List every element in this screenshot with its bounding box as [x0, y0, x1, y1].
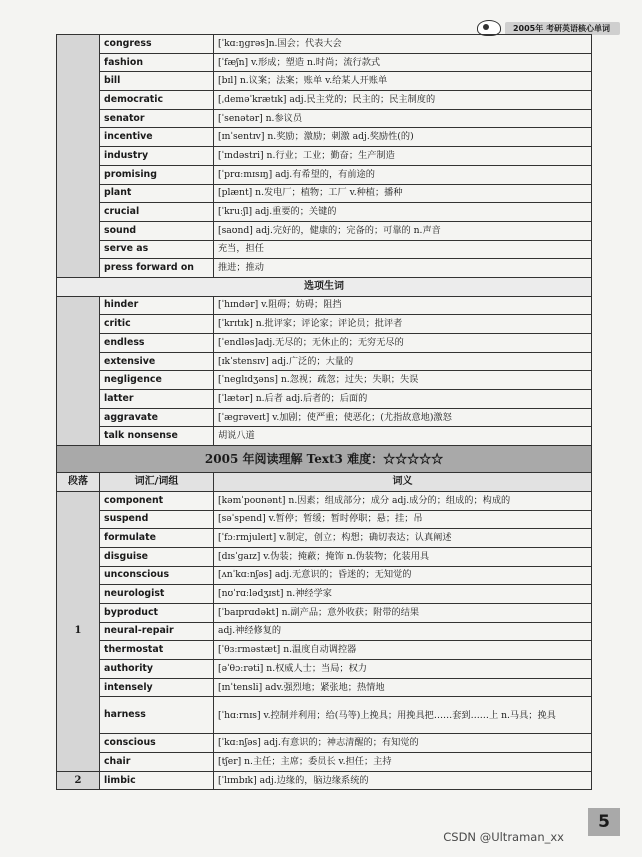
- vocab-meaning: [ˌdeməˈkrætɪk] adj.民主党的；民主的；民主制度的: [214, 91, 592, 110]
- table-row: [57, 35, 592, 54]
- paragraph-number: 2: [57, 771, 100, 790]
- table-row: [57, 697, 592, 734]
- side-column-cell: [57, 296, 100, 446]
- table-row: [57, 296, 592, 315]
- vocab-meaning: [əˈθɔːrəti] n.权威人士；当局；权力: [214, 660, 592, 679]
- vocab-meaning: [ˈhɑːrnɪs] v.控制并利用；给(马等)上挽具；用挽具把……套到……上 n.马具；挽具: [214, 697, 592, 734]
- vocab-word: plant: [100, 184, 214, 203]
- vocab-word: neurologist: [100, 585, 214, 604]
- vocab-meaning: [bɪl] n.议案；法案；账单 v.给某人开账单: [214, 72, 592, 91]
- vocab-meaning: [ˈkrɪtɪk] n.批评家；评论家；评论员；批评者: [214, 315, 592, 334]
- vocab-word: disguise: [100, 547, 214, 566]
- table-row: [57, 427, 592, 446]
- vocab-meaning: 充当，担任: [214, 240, 592, 259]
- vocab-meaning: [ˈlætər] n.后者 adj.后者的；后面的: [214, 390, 592, 409]
- vocab-word: latter: [100, 390, 214, 409]
- vocab-word: congress: [100, 35, 214, 54]
- section-title: 选项生词: [57, 277, 592, 296]
- vocab-word: crucial: [100, 203, 214, 222]
- vocab-word: byproduct: [100, 603, 214, 622]
- vocabulary-table: [56, 34, 592, 790]
- vocab-word: senator: [100, 109, 214, 128]
- table-row: [57, 734, 592, 753]
- vocab-meaning: [kəmˈpoʊnənt] n.因素；组成部分；成分 adj.成分的；组成的；构成的: [214, 491, 592, 510]
- paragraph-number: 1: [57, 491, 100, 771]
- vocab-word: serve as: [100, 240, 214, 259]
- text-banner: 2005 年阅读理解 Text3 难度：☆☆☆☆☆: [57, 446, 592, 473]
- vocab-word: limbic: [100, 771, 214, 790]
- vocab-word: democratic: [100, 91, 214, 110]
- vocab-word: industry: [100, 147, 214, 166]
- vocab-meaning: [ˈendləs]adj.无尽的；无休止的；无穷无尽的: [214, 334, 592, 353]
- vocab-meaning: [nʊˈrɑːlədʒɪst] n.神经学家: [214, 585, 592, 604]
- vocab-word: critic: [100, 315, 214, 334]
- column-header-word: 词汇/词组: [100, 473, 214, 492]
- table-row: [57, 165, 592, 184]
- vocab-meaning: [ˈkɑːnʃəs] adj.有意识的；神志清醒的；有知觉的: [214, 734, 592, 753]
- vocab-word: formulate: [100, 529, 214, 548]
- table-row: [57, 566, 592, 585]
- vocab-meaning: [ɪkˈstensɪv] adj.广泛的；大量的: [214, 352, 592, 371]
- table-row: [57, 240, 592, 259]
- vocab-word: authority: [100, 660, 214, 679]
- vocab-meaning: [dɪsˈɡaɪz] v.伪装；掩蔽；掩饰 n.伪装物；化装用具: [214, 547, 592, 566]
- vocab-meaning: [ˈlɪmbɪk] adj.边缘的，脑边缘系统的: [214, 771, 592, 790]
- vocab-meaning: [plænt] n.发电厂；植物；工厂 v.种植；播种: [214, 184, 592, 203]
- table-row: [57, 147, 592, 166]
- vocab-word: negligence: [100, 371, 214, 390]
- vocab-meaning: [ˈneglɪdʒəns] n.忽视；疏忽；过失；失职；失误: [214, 371, 592, 390]
- vocab-word: unconscious: [100, 566, 214, 585]
- vocab-meaning: [ˈsenətər] n.参议员: [214, 109, 592, 128]
- vocab-meaning: adj.神经修复的: [214, 622, 592, 641]
- vocab-meaning: [ˈbaɪprɑdəkt] n.副产品；意外收获；附带的结果: [214, 603, 592, 622]
- vocab-meaning: [səˈspend] v.暂停；暂缓；暂时停职；悬；挂；吊: [214, 510, 592, 529]
- vocab-meaning: [ˈɪndəstri] n.行业；工业；勤奋；生产制造: [214, 147, 592, 166]
- table-row: [57, 128, 592, 147]
- vocab-word: neural-repair: [100, 622, 214, 641]
- table-row: [57, 622, 592, 641]
- table-row: [57, 259, 592, 278]
- vocab-word: promising: [100, 165, 214, 184]
- vocab-word: fashion: [100, 53, 214, 72]
- table-row: [57, 390, 592, 409]
- table-row: [57, 529, 592, 548]
- table-row: [57, 678, 592, 697]
- vocab-word: bill: [100, 72, 214, 91]
- table-row: [57, 203, 592, 222]
- vocab-meaning: [ˈfæʃn] v.形成；塑造 n.时尚；流行款式: [214, 53, 592, 72]
- vocab-meaning: [saʊnd] adj.完好的，健康的；完备的；可靠的 n.声音: [214, 221, 592, 240]
- vocab-meaning: 推进；推动: [214, 259, 592, 278]
- table-row: [57, 53, 592, 72]
- vocab-meaning: [ʌnˈkɑːnʃəs] adj.无意识的；昏迷的；无知觉的: [214, 566, 592, 585]
- vocab-word: component: [100, 491, 214, 510]
- vocab-word: intensely: [100, 678, 214, 697]
- side-column-cell: [57, 35, 100, 278]
- table-row: [57, 603, 592, 622]
- table-row: [57, 547, 592, 566]
- watermark: CSDN @Ultraman_xx: [443, 830, 564, 844]
- vocab-word: conscious: [100, 734, 214, 753]
- book-title: 2005年 考研英语核心单词: [505, 22, 620, 35]
- table-row: [57, 334, 592, 353]
- column-header-paragraph: 段落: [57, 473, 100, 492]
- vocab-meaning: [ˈθɜːrməstæt] n.温度自动调控器: [214, 641, 592, 660]
- vocab-word: suspend: [100, 510, 214, 529]
- table-row: [57, 371, 592, 390]
- table-row: [57, 352, 592, 371]
- vocab-meaning: [ˈfɔːrmjuleɪt] v.制定，创立；构想；确切表达；认真阐述: [214, 529, 592, 548]
- section-header-row: [57, 277, 592, 296]
- table-row: [57, 585, 592, 604]
- column-header-meaning: 词义: [214, 473, 592, 492]
- vocab-meaning: [tʃer] n.主任；主席；委员长 v.担任；主持: [214, 753, 592, 772]
- vocab-meaning: [ˈæɡrəveɪt] v.加剧；使严重；使恶化；(尤指故意地)激怒: [214, 408, 592, 427]
- vocab-word: chair: [100, 753, 214, 772]
- table-row: [57, 771, 592, 790]
- table-row: [57, 408, 592, 427]
- table-row: [57, 72, 592, 91]
- column-header-row: [57, 473, 592, 492]
- vocab-meaning: [ˈhɪndər] v.阻碍；妨碍；阻挡: [214, 296, 592, 315]
- vocab-word: aggravate: [100, 408, 214, 427]
- table-row: [57, 91, 592, 110]
- table-row: [57, 510, 592, 529]
- vocab-word: incentive: [100, 128, 214, 147]
- text-banner-row: [57, 446, 592, 473]
- vocab-word: extensive: [100, 352, 214, 371]
- table-row: [57, 109, 592, 128]
- table-row: [57, 753, 592, 772]
- vocab-word: thermostat: [100, 641, 214, 660]
- vocab-meaning: [ˈprɑːmɪsɪŋ] adj.有希望的，有前途的: [214, 165, 592, 184]
- vocab-meaning: [ɪnˈsentɪv] n.奖励；激励；刺激 adj.奖励性(的): [214, 128, 592, 147]
- table-row: [57, 221, 592, 240]
- table-row: [57, 641, 592, 660]
- vocab-word: talk nonsense: [100, 427, 214, 446]
- vocab-meaning: [ˈkɑːŋgrəs]n.国会；代表大会: [214, 35, 592, 54]
- vocab-word: harness: [100, 697, 214, 734]
- vocab-word: sound: [100, 221, 214, 240]
- vocab-meaning: [ɪnˈtensli] adv.强烈地；紧张地；热情地: [214, 678, 592, 697]
- table-row: [57, 184, 592, 203]
- vocab-meaning: [ˈkruːʃl] adj.重要的；关键的: [214, 203, 592, 222]
- vocab-meaning: 胡说八道: [214, 427, 592, 446]
- table-row: [57, 660, 592, 679]
- page-number: 5: [588, 808, 620, 836]
- vocab-word: endless: [100, 334, 214, 353]
- vocab-word: hinder: [100, 296, 214, 315]
- table-row: [57, 315, 592, 334]
- table-row: [57, 491, 592, 510]
- vocab-word: press forward on: [100, 259, 214, 278]
